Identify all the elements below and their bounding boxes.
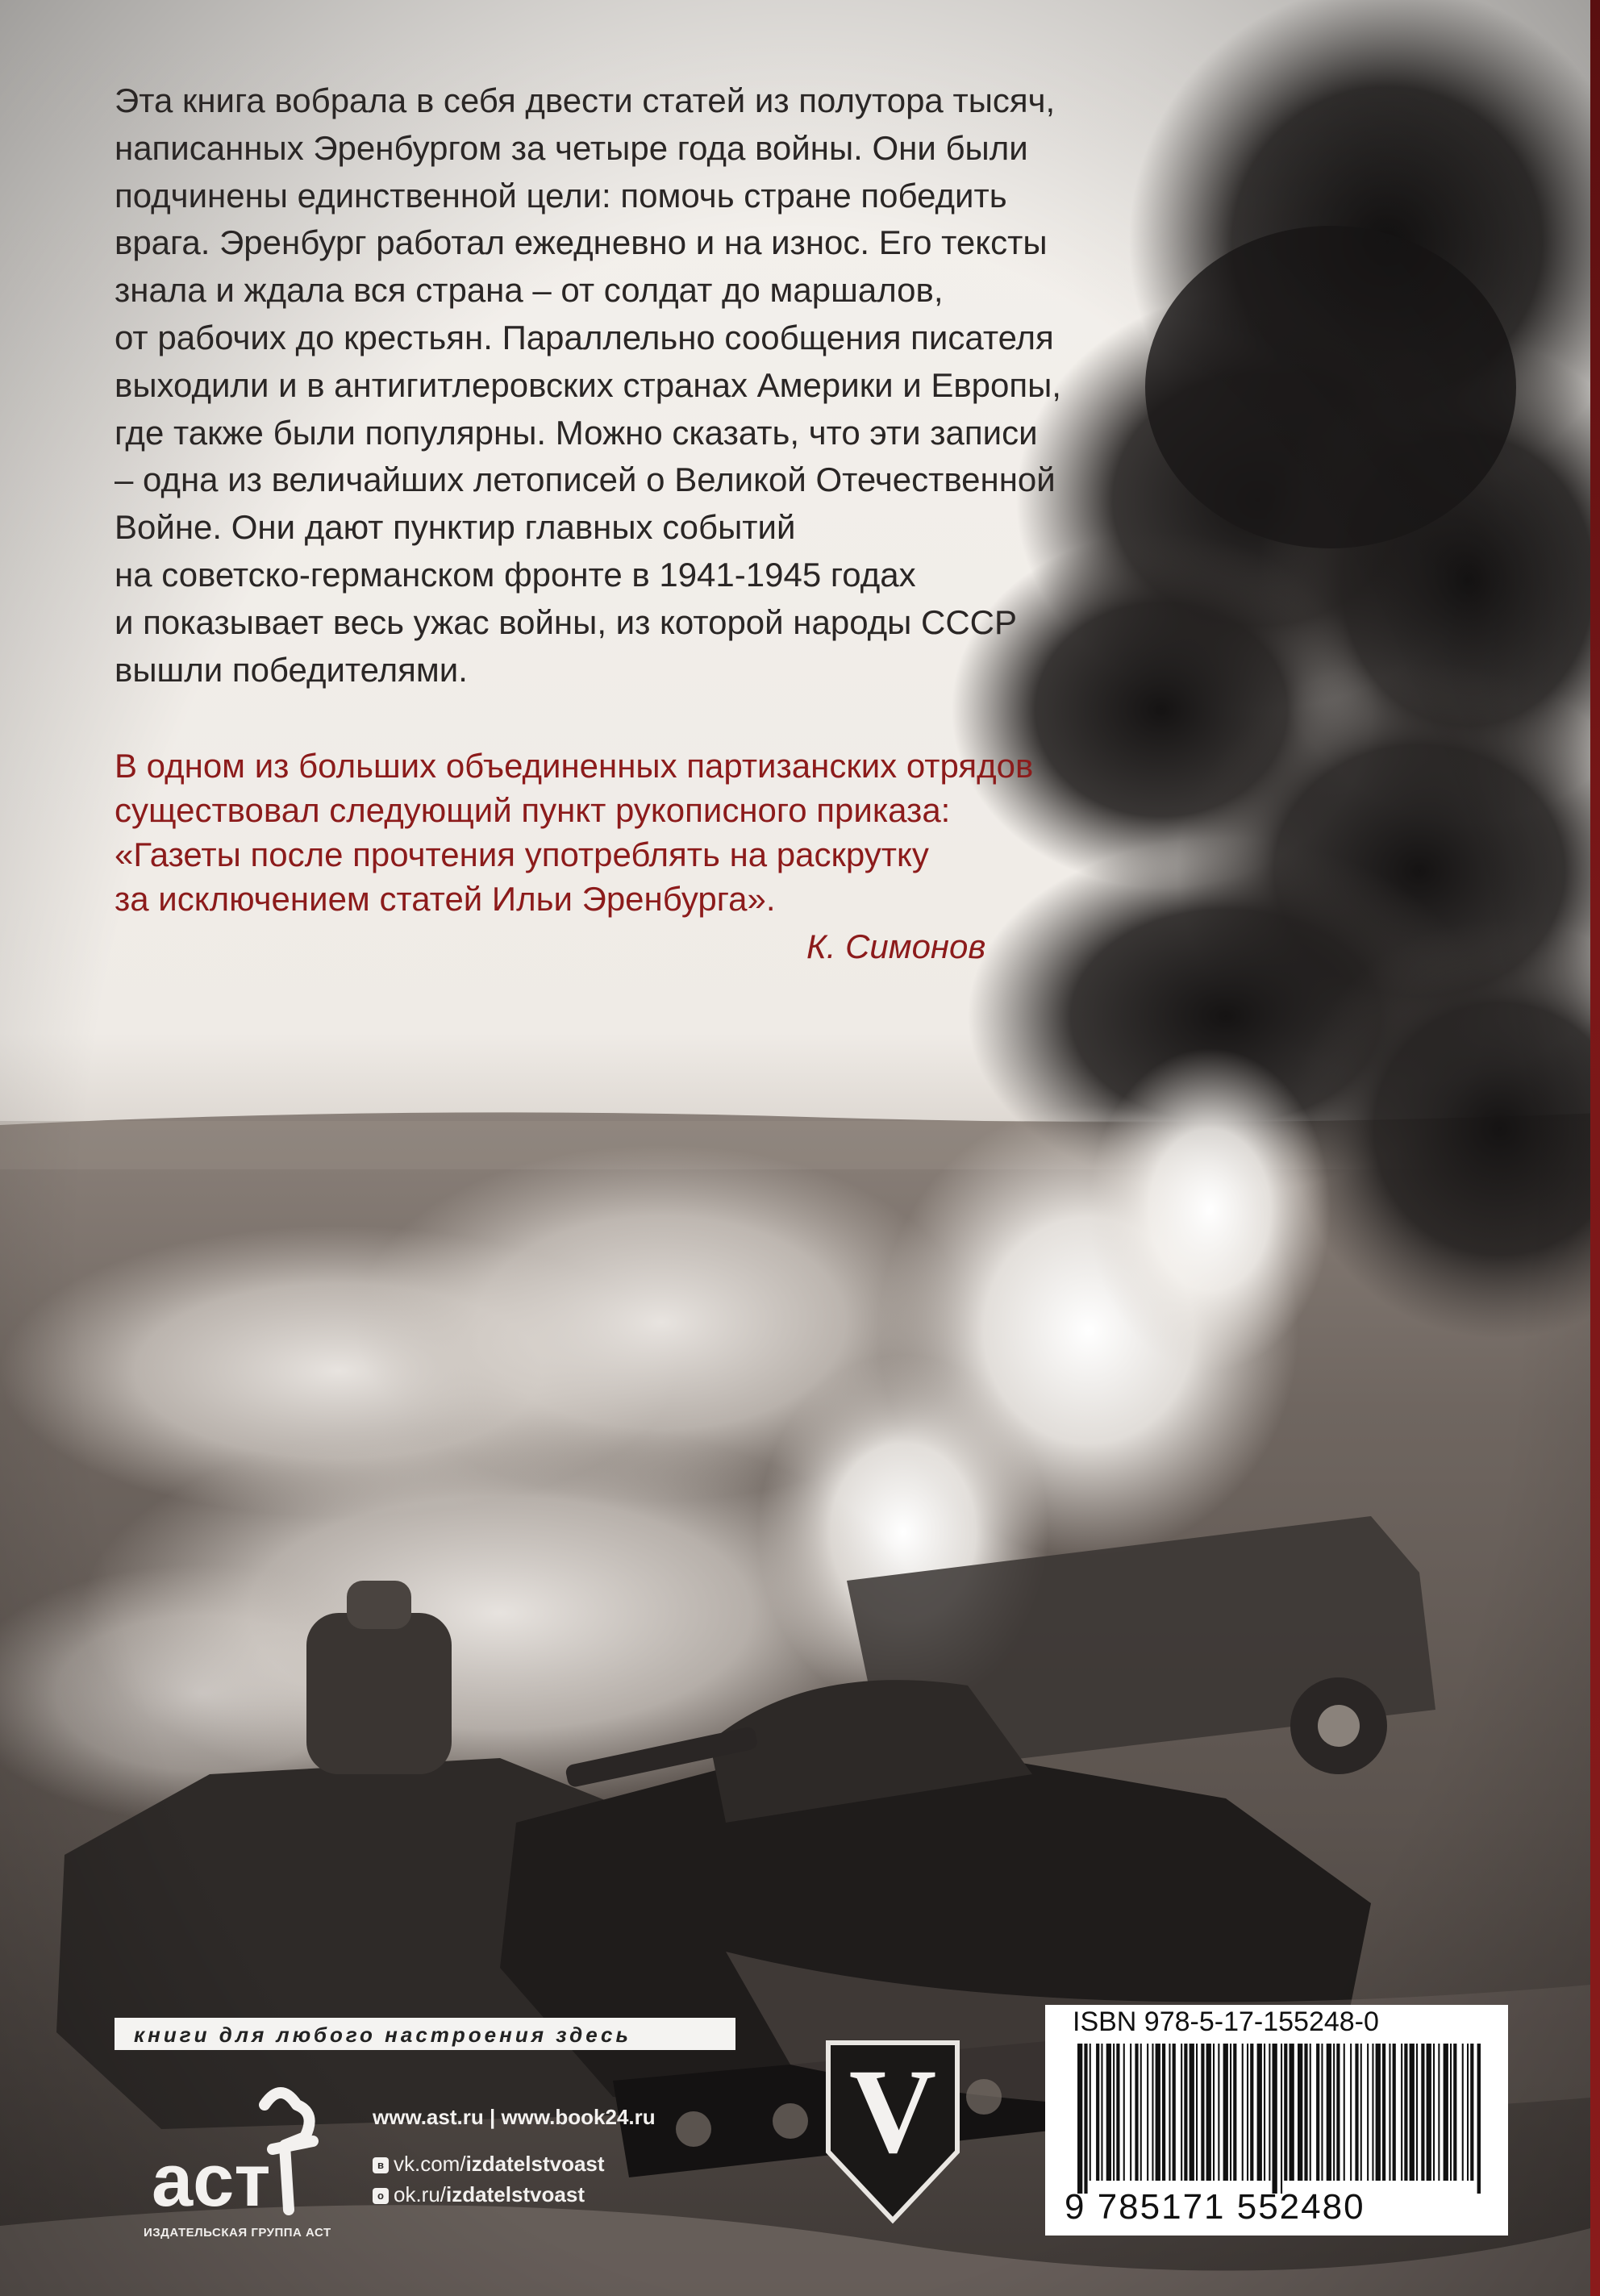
imprint-v-badge [824,2039,961,2224]
spine-edge [1590,0,1600,2296]
barcode-bar [1242,2044,1244,2181]
barcode-bar [1327,2044,1331,2181]
barcode-bar [1284,2044,1287,2181]
barcode-bar [1101,2044,1102,2181]
barcode-bar [1247,2044,1248,2181]
description-line: подчинены единственной цели: помочь стране победить [115,176,1007,215]
description-line: знала и ждала вся страна – от солдат до маршалов, [115,271,944,310]
barcode-bar [1290,2044,1294,2181]
description-line: Войне. Они дают пунктир главных событий [115,508,796,547]
barcode-bar [1106,2044,1111,2181]
barcode-bar [1173,2044,1176,2181]
barcode-bar [1181,2044,1182,2181]
ean-digits: 9 785171 552480 [1065,2187,1365,2227]
quote-block [115,744,1163,921]
barcode-bar [1444,2044,1448,2181]
barcode-bar [1438,2044,1440,2181]
barcode-bar [1152,2044,1153,2181]
barcode-bar [1196,2044,1198,2181]
publisher-websites[interactable]: www.ast.ru | www.book24.ru [373,2105,656,2129]
barcode-bar [1310,2044,1311,2181]
description-line: вышли победителями. [115,650,468,689]
barcode-bar [1382,2044,1385,2181]
barcode-bar [1084,2044,1087,2194]
barcode-bar [1206,2044,1211,2181]
barcode-bar [1467,2044,1469,2181]
barcode-bar [1401,2044,1402,2181]
barcode-bar [1130,2044,1131,2181]
description-line: – одна из величайших летописей о Великой Отечественной [115,460,1056,499]
quote-line: существовал следующий пункт рукописного приказа: [115,791,951,829]
barcode-bar [1477,2044,1481,2194]
barcode-bar [1433,2044,1435,2181]
vk-handle: izdatelstvoast [465,2152,605,2176]
barcode-bar [1162,2044,1165,2181]
barcode-bar [1077,2044,1082,2194]
barcode-bar [1304,2044,1307,2181]
barcode-bar [1321,2044,1323,2181]
barcode-bar [1264,2044,1265,2181]
quote-line: «Газеты после прочтения употреблять на раскрутку [115,835,929,873]
isbn-label: ISBN 978-5-17-155248-0 [1073,2006,1379,2037]
barcode-bar [1427,2044,1431,2181]
barcode-bar [1462,2044,1464,2181]
barcode-bar [1281,2044,1282,2194]
barcode-bar [1410,2044,1415,2181]
barcode-bar [1135,2044,1138,2181]
barcode-bar [1250,2044,1253,2181]
barcode-bar [1116,2044,1119,2181]
barcode-bar [1298,2044,1302,2181]
barcode-bar [1201,2044,1204,2181]
barcode-bar [1450,2044,1452,2181]
barcode-bar [1223,2044,1228,2181]
barcode [1077,2044,1481,2194]
barcode-bar [1360,2044,1362,2181]
imprint-letter: V [848,2044,937,2178]
ok-link[interactable] [373,2182,585,2207]
barcode-bar [1269,2044,1270,2181]
barcode-bar [1218,2044,1219,2181]
barcode-bar [1090,2044,1091,2181]
barcode-bar [1113,2044,1115,2181]
description-line: Эта книга вобрала в себя двести статей из полутора тысяч, [115,81,1056,119]
barcode-bar [1336,2044,1340,2181]
barcode-bar [1147,2044,1148,2181]
publisher-caption: ИЗДАТЕЛЬСКАЯ ГРУППА АСТ [144,2226,331,2240]
description-line: и показывает весь ужас войны, из которой народы СССР [115,602,1018,641]
ok-icon: о [373,2188,389,2204]
barcode-bar [1333,2044,1335,2181]
barcode-bar [1355,2044,1358,2181]
barcode-bar [1184,2044,1187,2181]
vk-icon: в [373,2157,389,2173]
vk-link[interactable] [373,2152,605,2177]
barcode-bar [1470,2044,1473,2181]
publisher-tagline: книги для любого настроения здесь [134,2023,631,2047]
barcode-bar [1389,2044,1390,2181]
isbn-barcode-block [1045,2005,1508,2236]
barcode-bar [1156,2044,1160,2181]
ok-prefix: ok.ru/ [394,2182,447,2206]
ast-wordmark: аст [152,2140,271,2222]
barcode-bar [1421,2044,1424,2181]
barcode-bar [1344,2044,1345,2181]
barcode-bar [1376,2044,1381,2181]
barcode-bar [1096,2044,1099,2181]
barcode-bar [1367,2044,1369,2181]
quote-line: за исключением статей Ильи Эренбурга». [115,880,776,918]
barcode-bar [1213,2044,1215,2181]
barcode-bar [1233,2044,1236,2181]
barcode-bar [1230,2044,1231,2181]
barcode-bar [1316,2044,1319,2181]
description-line: врага. Эренбург работал ежедневно и на износ. Его тексты [115,223,1048,262]
ok-handle: izdatelstvoast [446,2182,585,2206]
barcode-bar [1404,2044,1407,2181]
barcode-bar [1169,2044,1170,2181]
barcode-bar [1350,2044,1352,2181]
description-line: выходили и в антигитлеровских странах Америки и Европы, [115,365,1061,404]
description-line: на советско-германском фронте в 1941-1945 годах [115,555,916,594]
barcode-bar [1453,2044,1456,2181]
vk-prefix: vk.com/ [394,2152,466,2176]
barcode-bar [1140,2044,1142,2181]
ast-logo [144,2073,337,2226]
barcode-bar [1123,2044,1125,2181]
description-line: написанных Эренбургом за четыре года войны. Они были [115,128,1028,167]
barcode-bar [1372,2044,1373,2181]
barcode-bar [1190,2044,1194,2181]
barcode-bar [1416,2044,1418,2181]
quote-line: В одном из больших объединенных партизанских отрядов [115,747,1034,785]
description-line: от рабочих до крестьян. Параллельно сообщения писателя [115,318,1054,356]
barcode-bar [1273,2044,1277,2194]
tagline-bar [115,2018,735,2050]
quote-author: К. Симонов [806,927,986,965]
barcode-bar [1257,2044,1262,2181]
book-description [115,77,1244,694]
barcode-bar [1393,2044,1396,2181]
description-line: где также были популярны. Можно сказать, что эти записи [115,413,1038,452]
